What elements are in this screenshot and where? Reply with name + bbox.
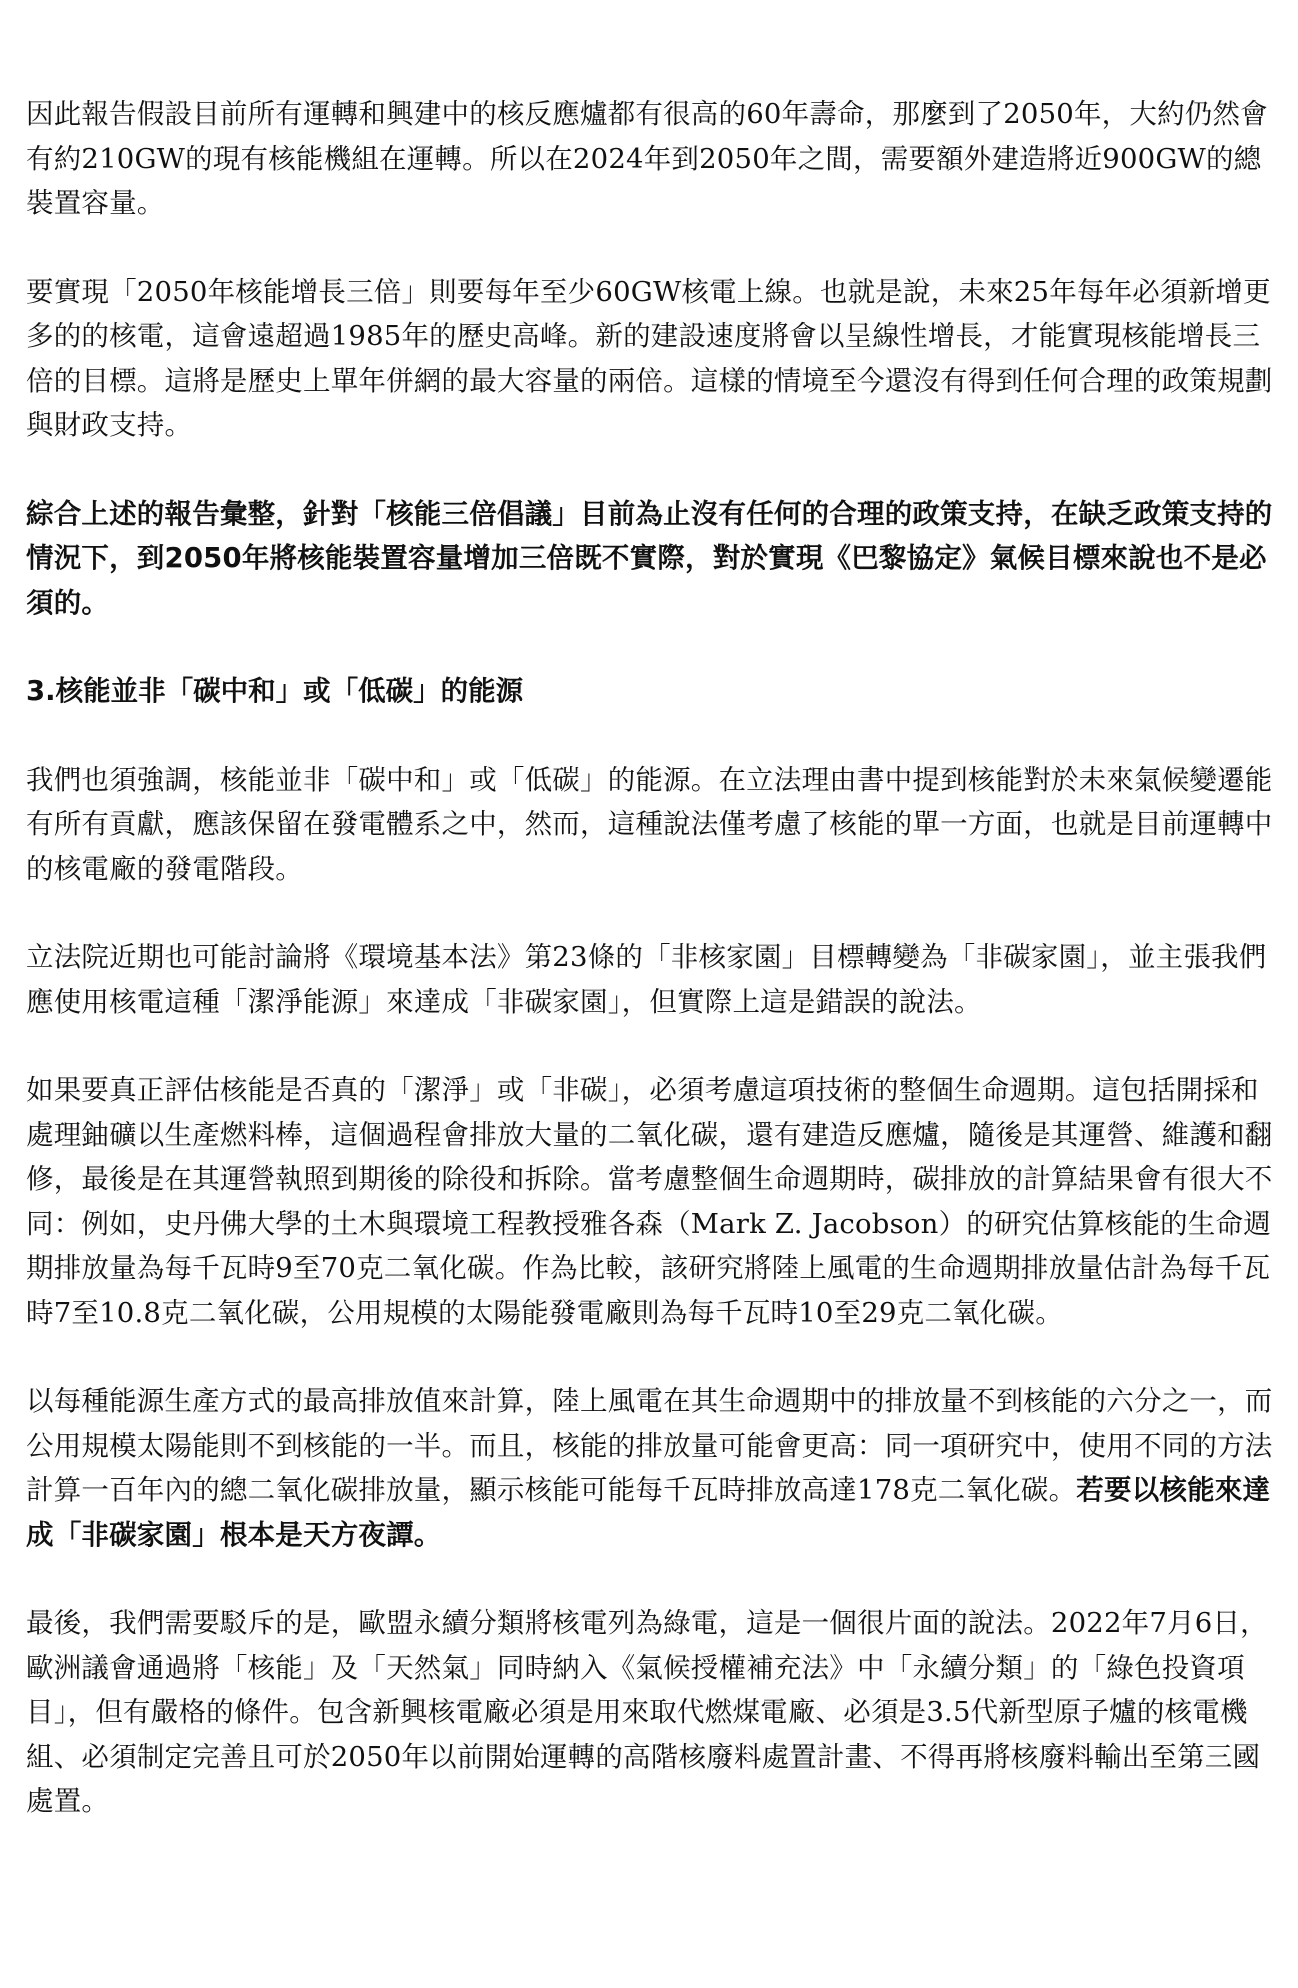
document-page <box>26 92 1276 1824</box>
paragraph-emission-comparison <box>26 1379 1276 1557</box>
emission-comparison-bold-conclusion: 若要以核能來達成「非碳家園」根本是天方夜譚。 <box>26 1474 1271 1551</box>
paragraph-gap <box>26 1557 1276 1601</box>
paragraph-gap <box>26 714 1276 758</box>
paragraph-eu-taxonomy: 最後，我們需要駁斥的是，歐盟永續分類將核電列為綠電，這是一個很片面的說法。2022年7月6日，歐洲議會通過將「核能」及「天然氣」同時納入《氣候授權補充法》中「永續分類」的「綠色投資項目」，但有嚴格的條件。包含新興核電廠必須是用來取代燃煤電廠、必須是3.5代新型原子爐的核電機組、必須制定完善且可於2050年以前開始運轉的高階核廢料處置計畫、不得再將核廢料輸出至第三國處置。 <box>26 1607 1268 1817</box>
paragraph-not-low-carbon: 我們也須強調，核能並非「碳中和」或「低碳」的能源。在立法理由書中提到核能對於未來氣候變遷能有所有貢獻，應該保留在發電體系之中，然而，這種說法僅考慮了核能的單一方面，也就是目前運轉中的核電廠的發電階段。 <box>26 763 1273 885</box>
paragraph-gap <box>26 1024 1276 1068</box>
paragraph-gap <box>26 891 1276 935</box>
paragraph-gap <box>26 625 1276 669</box>
paragraph-tripling-requirement: 要實現「2050年核能增長三倍」則要每年至少60GW核電上線。也就是說，未來25年每年必須新增更多的的核電，這會遠超過1985年的歷史高峰。新的建設速度將會以呈線性增長，才能實現核能增長三倍的目標。這將是歷史上單年併網的最大容量的兩倍。這樣的情境至今還沒有得到任何合理的政策規劃與財政支持。 <box>26 275 1273 441</box>
paragraph-summary-conclusion: 綜合上述的報告彙整，針對「核能三倍倡議」目前為止沒有任何的合理的政策支持，在缺乏政策支持的情況下，到2050年將核能裝置容量增加三倍既不實際，對於實現《巴黎協定》氣候目標來說也不是必須的。 <box>26 497 1273 619</box>
paragraph-lifetime-assumption: 因此報告假設目前所有運轉和興建中的核反應爐都有很高的60年壽命，那麼到了2050年，大約仍然會有約210GW的現有核能機組在運轉。所以在2024年到2050年之間，需要額外建造將近900GW的總裝置容量。 <box>26 98 1268 219</box>
section-heading-3: 3.核能並非「碳中和」或「低碳」的能源 <box>26 675 524 707</box>
paragraph-gap <box>26 448 1276 492</box>
paragraph-gap <box>26 1335 1276 1379</box>
emission-comparison-text: 以每種能源生產方式的最高排放值來計算，陸上風電在其生命週期中的排放量不到核能的六分之一，而公用規模太陽能則不到核能的一半。而且，核能的排放量可能會更高：同一項研究中，使用不同的方法計算一百年內的總二氧化碳排放量，顯示核能可能每千瓦時排放高達178克二氧化碳。 <box>26 1385 1273 1506</box>
paragraph-life-cycle-emissions: 如果要真正評估核能是否真的「潔淨」或「非碳」，必須考慮這項技術的整個生命週期。這包括開採和處理鈾礦以生產燃料棒，這個過程會排放大量的二氧化碳，還有建造反應爐，隨後是其運營、維護和翻修，最後是在其運營執照到期後的除役和拆除。當考慮整個生命週期時，碳排放的計算結果會有很大不同：例如，史丹佛大學的土木與環境工程教授雅各森（Mark Z. Jacobson）的研究估算核能的生命週期排放量為每千瓦時9至70克二氧化碳。作為比較，該研究將陸上風電的生命週期排放量估計為每千瓦時7至10.8克二氧化碳，公用規模的太陽能發電廠則為每千瓦時10至29克二氧化碳。 <box>26 1074 1273 1329</box>
paragraph-gap <box>26 226 1276 270</box>
paragraph-environment-basic-law: 立法院近期也可能討論將《環境基本法》第23條的「非核家園」目標轉變為「非碳家園」，並主張我們應使用核電這種「潔淨能源」來達成「非碳家園」，但實際上這是錯誤的說法。 <box>26 941 1267 1018</box>
